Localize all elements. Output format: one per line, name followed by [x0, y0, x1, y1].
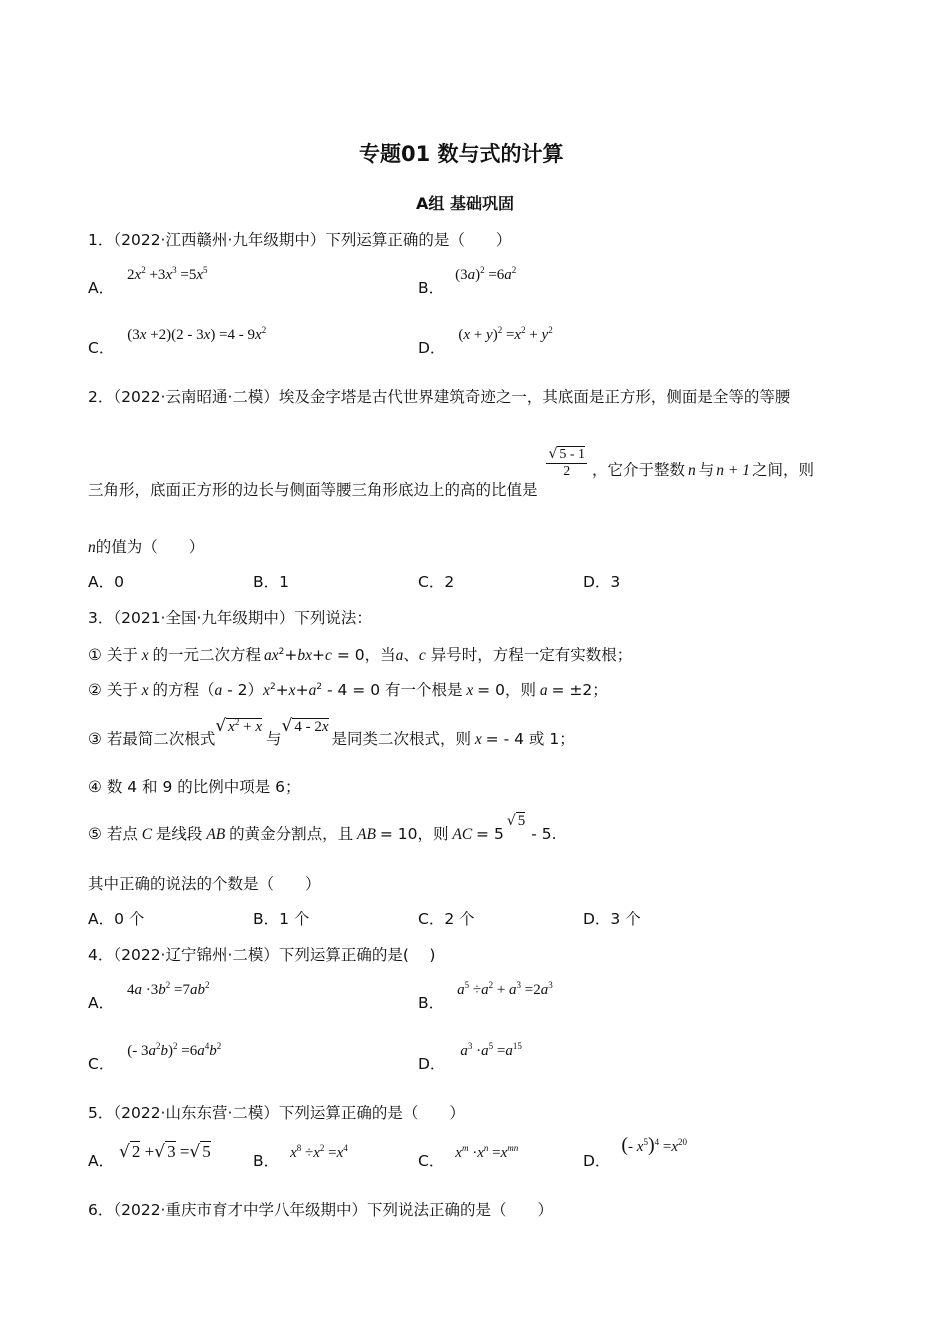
q3-statement-2: ② 关于 x 的方程$(a - 2)x^2+x+a^2 - 4 = 0$ 有一个根是 x = 0，则 a = ±2；: [88, 681, 608, 699]
section-heading: A组 基础巩固: [416, 194, 514, 213]
q1-d-expr: $(x + y)^2 =x^2 + y^2$: [458, 325, 553, 343]
q3-option-a: A．0 个: [88, 910, 145, 928]
q4-option-c: C． (- $3a^2b)^2 =6a^4b^2$: [88, 1041, 222, 1073]
q1-a-expr: $2x^2 +3x^3 =5x^5$: [127, 265, 208, 283]
q2-option-b: B．1: [253, 573, 289, 591]
q2-line3: n的值为（ ）: [88, 538, 205, 556]
q4-d-expr: $a^3 \cdot a^5 =a^{15}$: [460, 1041, 522, 1059]
q4-option-b: B． $a^5 \div a^2 + a^3 =2a^3$: [418, 980, 553, 1012]
q1-stem: 1．（2022·江西赣州·九年级期中）下列运算正确的是（ ）: [88, 231, 512, 249]
q2-option-a: A．0: [88, 573, 124, 591]
q5-option-d: D． (- $x^5)^4 =x^{20}$: [583, 1134, 688, 1170]
q6-stem: 6．（2022·重庆市育才中学八年级期中）下列说法正确的是（ ）: [88, 1201, 553, 1219]
q3-statement-1: ① 关于 x 的一元二次方程 $ax^2+bx+c = 0$，当a、c 异号时，方程一定有实数根；: [88, 646, 633, 664]
q5-option-a: A． √ 2 +√ 3 =√ 5: [88, 1142, 211, 1170]
q3-statement-4: ④ 数 4 和 9 的比例中项是 6；: [88, 778, 301, 796]
q4-option-a: A． $4a \cdot 3b^2 =7ab^2$: [88, 980, 210, 1012]
q2-option-d: D．3: [583, 573, 621, 591]
q3-option-d: D．3 个: [583, 910, 641, 928]
q2-line1: 2．（2022·云南昭通·二模）埃及金字塔是古代世界建筑奇迹之一，其底面是正方形，侧面是全等的等腰: [88, 388, 791, 406]
q1-option-d: D． $(x + y)^2 =x^2 + y^2$: [418, 325, 553, 357]
q5-option-b: B． $x^8 \div x^2 =x^4$: [253, 1143, 348, 1170]
q4-b-expr: $a^5 \div a^2 + a^3 =2a^3$: [457, 980, 553, 998]
q5-d-expr: (- $x^5)^4 =x^{20}$: [621, 1134, 688, 1156]
q1-option-b: B． $(3a)^2 =6a^2$: [418, 265, 517, 297]
q5-a-expr: √ 2 +√ 3 =√ 5: [119, 1142, 211, 1162]
q5-c-expr: $x^m \cdot x^n =x^{mn}$: [455, 1143, 519, 1161]
q5-option-c: C． $x^m \cdot x^n =x^{mn}$: [418, 1143, 519, 1170]
q3-option-b: B．1 个: [253, 910, 310, 928]
q1-option-a: A． $2x^2 +3x^3 =5x^5$: [88, 265, 208, 297]
q1-option-c: C． $(3x +2)(2 - 3x) =4 - 9x^2$: [88, 325, 267, 357]
q2-fraction: $\frac{√ 5 - 1}{2}$: [548, 446, 586, 479]
q3-statement-5: ⑤ 若点 C 是线段 AB 的黄金分割点，且 AB = 10，则 AC = 5√ 5- 5.: [88, 813, 557, 843]
q2-line2: 三角形，底面正方形的边长与侧面等腰三角形底边上的高的比值是 $\frac{√ 5 - 1}{2}$ ，它介于整数 n 与 n + 1 之间，则: [88, 446, 814, 499]
q3-statement-3: ③ 若最简二次根式√ $x^2 + x$与√ 4 - 2x是同类二次根式，则 x = - 4 或 1；: [88, 716, 575, 748]
q5-stem: 5．（2022·山东东营·二模）下列运算正确的是（ ）: [88, 1104, 465, 1122]
q4-a-expr: $4a \cdot 3b^2 =7ab^2$: [127, 980, 210, 998]
q3-option-c: C．2 个: [418, 910, 475, 928]
q5-b-expr: $x^8 \div x^2 =x^4$: [290, 1143, 348, 1161]
q4-stem: 4．（2022·辽宁锦州·二模）下列运算正确的是( ): [88, 946, 436, 964]
q1-b-expr: $(3a)^2 =6a^2$: [455, 265, 517, 283]
page-title: 专题01 数与式的计算: [359, 142, 564, 166]
q3-stem: 3．（2021·全国·九年级期中）下列说法：: [88, 609, 372, 627]
q1-c-expr: $(3x +2)(2 - 3x) =4 - 9x^2$: [127, 325, 267, 343]
q3-tail: 其中正确的说法的个数是（ ）: [88, 875, 321, 893]
q2-option-c: C．2: [418, 573, 455, 591]
q4-option-d: D． $a^3 \cdot a^5 =a^{15}$: [418, 1041, 522, 1073]
q4-c-expr: (- $3a^2b)^2 =6a^4b^2$: [127, 1041, 222, 1059]
